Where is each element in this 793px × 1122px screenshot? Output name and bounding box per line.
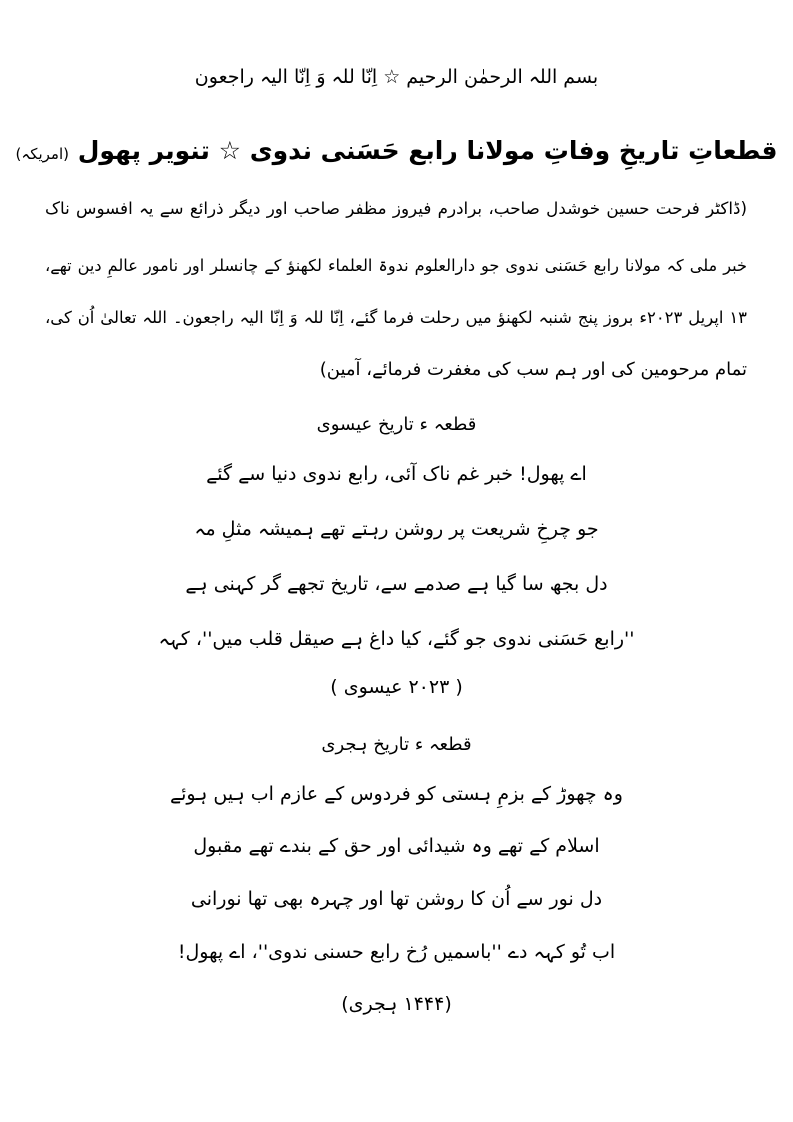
intro-line: ۱۳ اپریل ۲۰۲۳ء بروز پنج شنبہ لکھنؤ میں رحلت فرما گئے، اِنّا للہ وَ اِنّا الیہ راجعون۔ اللہ تعالیٰ اُن کی،	[45, 308, 747, 327]
year-gregorian: ( ۲۰۲۳ عیسوی )	[330, 676, 463, 698]
year-hijri: (۱۴۴۴ ہجری)	[341, 993, 452, 1015]
verse-line: اسلام کے تھے وہ شیدائی اور حق کے بندے تھے مقبول	[193, 835, 600, 857]
verse-line: دل نور سے اُن کا روشن تھا اور چہرہ بھی تھا نورانی	[190, 888, 603, 910]
intro-line: خبر ملی کہ مولانا رابع حَسَنی ندوی جو دارالعلوم ندوۃ العلماء لکھنؤ کے چانسلر اور نامور عالمِ دین تھے،	[45, 256, 747, 275]
title-country: (امریکہ)	[15, 145, 69, 163]
verse-line: ''رابع حَسَنی ندوی جو گئے، کیا داغ ہے صیقل قلب میں''، کہہ	[158, 628, 635, 650]
intro-line: (ڈاکٹر فرحت حسین خوشدل صاحب، برادرم فیروز مظفر صاحب اور دیگر ذرائع سے یہ افسوس ناک	[45, 198, 747, 218]
verse-line: اب تُو کہہ دے ''باسمیں رُخ رابع حسنی ندوی''، اے پھول!	[177, 941, 616, 963]
section-heading-gregorian: قطعہ ء تاریخ عیسوی	[316, 414, 477, 435]
verse-line: وہ چھوڑ کے بزمِ ہستی کو فردوس کے عازم اب ہیں ہوئے	[170, 783, 623, 805]
intro-line: تمام مرحومین کی اور ہم سب کی مغفرت فرمائے، آمین)	[319, 359, 747, 380]
title-text: قطعاتِ تاریخِ وفاتِ مولانا رابع حَسَنی ندوی ☆ تنویر پھول	[77, 136, 778, 165]
verse-line: اے پھول! خبر غم ناک آئی، رابع ندوی دنیا سے گئے	[206, 463, 587, 485]
verse-line: جو چرخِ شریعت پر روشن رہتے تھے ہمیشہ مثلِ مہ	[194, 518, 599, 540]
page-title	[0, 138, 793, 163]
bismillah-line: بسم اللہ الرحمٰن الرحیم ☆ اِنّا للہ وَ اِنّا الیہ راجعون	[194, 66, 599, 88]
section-heading-hijri: قطعہ ء تاریخ ہجری	[321, 734, 472, 755]
verse-line: دل بجھ سا گیا ہے صدمے سے، تاریخ تجھے گر کہنی ہے	[185, 573, 608, 595]
